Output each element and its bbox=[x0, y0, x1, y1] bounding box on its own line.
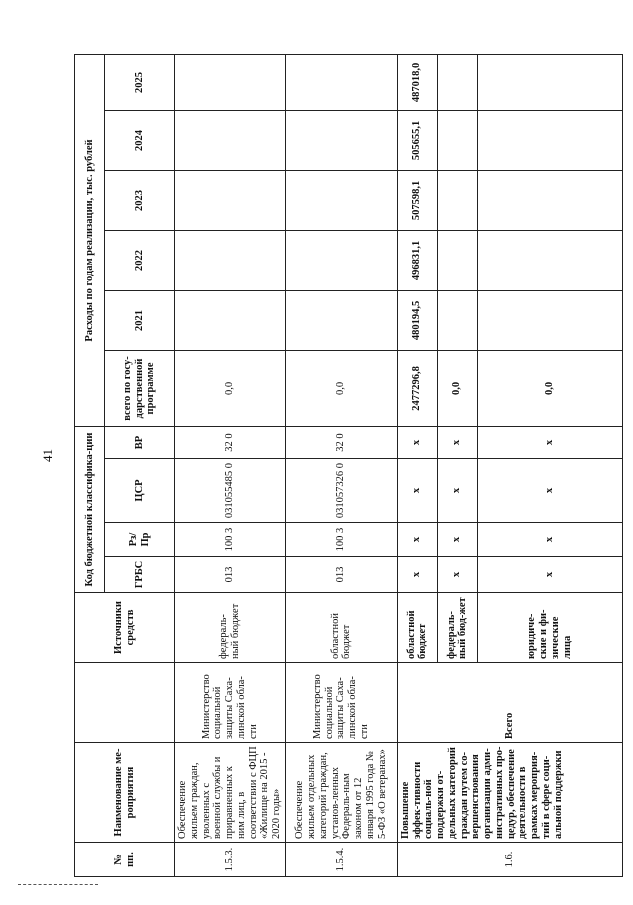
header-year-2023: 2023 bbox=[105, 170, 175, 230]
row-total: 0,0 bbox=[285, 350, 397, 426]
row-2022 bbox=[437, 230, 477, 290]
row-csr: х bbox=[477, 459, 622, 523]
table-row bbox=[175, 54, 286, 876]
row-name: Обеспечение жильем граждан, уволенных с военной службы и приравненных к ним лиц, в соответствии с ФЦП «Жилище на 2015 - 2020 годы» bbox=[175, 743, 286, 843]
row-2023 bbox=[175, 170, 286, 230]
row-2022 bbox=[477, 230, 622, 290]
header-grbs: ГРБС bbox=[105, 557, 175, 593]
row-grbs: х bbox=[477, 557, 622, 593]
header-total: всего по госу-дарственной программе bbox=[105, 350, 175, 426]
row-executor: Министерство социальной защиты Саха-линской обла-сти bbox=[285, 663, 397, 743]
row-2021 bbox=[437, 290, 477, 350]
row-2025 bbox=[175, 54, 286, 110]
row-2024 bbox=[477, 110, 622, 170]
header-year-2025: 2025 bbox=[105, 54, 175, 110]
header-rzpr: Рз/ Пр bbox=[105, 523, 175, 557]
header-row-1 bbox=[75, 54, 105, 876]
row-num: 1.5.3. bbox=[175, 843, 286, 877]
row-rzpr: 100 3 bbox=[285, 523, 397, 557]
row-rzpr: х bbox=[477, 523, 622, 557]
row-total: 2477296,8 bbox=[397, 350, 437, 426]
header-csr: ЦСР bbox=[105, 459, 175, 523]
row-source: областной бюджет bbox=[285, 593, 397, 663]
row-2022: 496831,1 bbox=[397, 230, 437, 290]
row-total: 0,0 bbox=[175, 350, 286, 426]
row-2025 bbox=[477, 54, 622, 110]
row-2021 bbox=[477, 290, 622, 350]
row-2021 bbox=[175, 290, 286, 350]
group-name: Повышение эффек-тивности социаль-ной поддержки от-дельных категорий граждан путем со-вершенствования организации адми-нистративных про-цедур, обеспечение деятельности в рамках мероприя-тий в сфере соци-альной поддержки bbox=[397, 743, 622, 843]
row-total: 0,0 bbox=[437, 350, 477, 426]
row-csr: 031055485 0 bbox=[175, 459, 286, 523]
header-vr: ВР bbox=[105, 426, 175, 458]
header-name: Наименование ме-роприятия bbox=[75, 743, 175, 843]
header-executor bbox=[75, 663, 175, 743]
row-2025 bbox=[285, 54, 397, 110]
row-source: федераль-ный бюд-жет bbox=[437, 593, 477, 663]
header-source: Источники средств bbox=[75, 593, 175, 663]
row-2023 bbox=[285, 170, 397, 230]
row-2025 bbox=[437, 54, 477, 110]
row-vr: 32 0 bbox=[175, 426, 286, 458]
row-vr: х bbox=[477, 426, 622, 458]
row-name: Обеспечение жильем отдельных категорий граждан, установ-ленных Федераль-ным законом от 12 января 1995 года № 5-ФЗ «О ветеранах» bbox=[285, 743, 397, 843]
row-grbs: 013 bbox=[285, 557, 397, 593]
row-2021 bbox=[285, 290, 397, 350]
header-year-2021: 2021 bbox=[105, 290, 175, 350]
row-rzpr: х bbox=[437, 523, 477, 557]
group-row-regional bbox=[397, 54, 437, 876]
row-2024: 505655,1 bbox=[397, 110, 437, 170]
header-num: № пп. bbox=[75, 843, 175, 877]
row-source: федераль-ный бюджет bbox=[175, 593, 286, 663]
row-grbs: х bbox=[397, 557, 437, 593]
header-budget-code: Код бюджетной классифика-ции bbox=[75, 426, 105, 592]
row-2024 bbox=[285, 110, 397, 170]
row-total: 0,0 bbox=[477, 350, 622, 426]
budget-table bbox=[74, 54, 623, 877]
row-rzpr: 100 3 bbox=[175, 523, 286, 557]
row-vr: 32 0 bbox=[285, 426, 397, 458]
row-2024 bbox=[175, 110, 286, 170]
row-2023 bbox=[437, 170, 477, 230]
row-vr: х bbox=[437, 426, 477, 458]
row-source: областной бюджет bbox=[397, 593, 437, 663]
row-csr: х bbox=[397, 459, 437, 523]
row-2022 bbox=[285, 230, 397, 290]
scan-artifact-line bbox=[18, 884, 98, 885]
row-2022 bbox=[175, 230, 286, 290]
row-grbs: х bbox=[437, 557, 477, 593]
row-num: 1.5.4. bbox=[285, 843, 397, 877]
page-number: 41 bbox=[40, 449, 55, 462]
row-csr: 031057326 0 bbox=[285, 459, 397, 523]
row-2023 bbox=[477, 170, 622, 230]
header-year-2024: 2024 bbox=[105, 110, 175, 170]
row-source: юридиче-ские и фи-зические лица bbox=[477, 593, 622, 663]
row-2025: 487018,0 bbox=[397, 54, 437, 110]
row-executor: Министерство социальной защиты Саха-линской обла-сти bbox=[175, 663, 286, 743]
row-vr: х bbox=[397, 426, 437, 458]
row-2024 bbox=[437, 110, 477, 170]
header-year-2022: 2022 bbox=[105, 230, 175, 290]
row-2023: 507598,1 bbox=[397, 170, 437, 230]
row-grbs: 013 bbox=[175, 557, 286, 593]
group-num: 1.6. bbox=[397, 843, 622, 877]
table-row bbox=[285, 54, 397, 876]
row-2021: 480194,5 bbox=[397, 290, 437, 350]
row-csr: х bbox=[437, 459, 477, 523]
row-rzpr: х bbox=[397, 523, 437, 557]
group-executor: Всего bbox=[397, 663, 622, 743]
budget-table-frame bbox=[74, 55, 621, 877]
header-expenses: Расходы по годам реализации, тыс. рублей bbox=[75, 54, 105, 426]
